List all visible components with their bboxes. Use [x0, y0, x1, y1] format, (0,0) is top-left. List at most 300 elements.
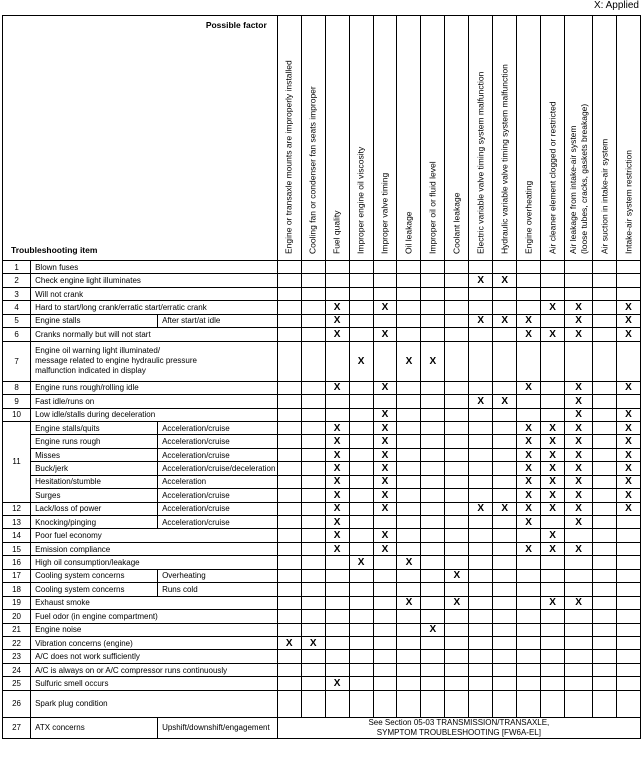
- factor-cell: [445, 636, 469, 649]
- factor-cell: [397, 435, 421, 448]
- factor-cell: [593, 610, 617, 623]
- factor-cell: [445, 341, 469, 381]
- factor-cell: [565, 556, 593, 569]
- factor-header: Air cleaner element clogged or restricted: [541, 16, 565, 261]
- symptom: Engine runs rough/rolling idle: [31, 381, 278, 394]
- factor-cell: [493, 516, 517, 529]
- factor-cell: [277, 596, 301, 609]
- factor-cell: X: [325, 529, 349, 542]
- factor-cell: [541, 408, 565, 421]
- factor-cell: X: [565, 408, 593, 421]
- factor-cell: X: [565, 502, 593, 515]
- factor-cell: [593, 636, 617, 649]
- factor-cell: [593, 529, 617, 542]
- factor-cell: [593, 650, 617, 663]
- symptom: Cooling system concerns: [31, 583, 158, 596]
- factor-cell: [397, 462, 421, 475]
- factor-cell: X: [517, 502, 541, 515]
- factor-cell: [349, 596, 373, 609]
- symptom: Surges: [31, 489, 158, 502]
- factor-cell: X: [325, 328, 349, 341]
- factor-cell: [593, 596, 617, 609]
- factor-cell: [373, 274, 397, 287]
- factor-cell: [565, 690, 593, 717]
- factor-cell: [517, 596, 541, 609]
- factor-cell: [325, 556, 349, 569]
- factor-cell: X: [565, 596, 593, 609]
- factor-cell: [301, 462, 325, 475]
- symptom: Cooling system concerns: [31, 569, 158, 582]
- symptom: Engine stalls: [31, 314, 158, 327]
- factor-cell: [373, 623, 397, 636]
- factor-header: Hydraulic variable valve timing system malfunction: [493, 16, 517, 261]
- factor-cell: [445, 261, 469, 274]
- factor-cell: [617, 677, 641, 690]
- factor-cell: [565, 287, 593, 300]
- factor-cell: [617, 556, 641, 569]
- factor-cell: [325, 650, 349, 663]
- factor-cell: [517, 408, 541, 421]
- factor-cell: [593, 421, 617, 434]
- factor-cell: [349, 395, 373, 408]
- factor-cell: [593, 314, 617, 327]
- condition: Acceleration/cruise: [158, 448, 278, 461]
- factor-cell: [617, 690, 641, 717]
- factor-cell: [593, 408, 617, 421]
- factor-cell: [493, 435, 517, 448]
- factor-cell: [617, 610, 641, 623]
- factor-cell: [541, 556, 565, 569]
- factor-cell: [517, 287, 541, 300]
- row-number: 17: [3, 569, 31, 582]
- factor-cell: [593, 516, 617, 529]
- factor-cell: X: [565, 542, 593, 555]
- factor-cell: [325, 569, 349, 582]
- table-row: [3, 636, 641, 649]
- factor-cell: X: [421, 341, 445, 381]
- factor-cell: X: [565, 435, 593, 448]
- table-row: [3, 381, 641, 394]
- factor-header: Engine or transaxle mounts are improperly installed: [277, 16, 301, 261]
- symptom: Blown fuses: [31, 261, 278, 274]
- factor-cell: [325, 274, 349, 287]
- factor-cell: [349, 475, 373, 488]
- factor-cell: [349, 529, 373, 542]
- factor-cell: X: [325, 475, 349, 488]
- factor-cell: X: [421, 623, 445, 636]
- condition: Upshift/downshift/engagement: [158, 717, 278, 738]
- factor-cell: [469, 677, 493, 690]
- factor-cell: [301, 489, 325, 502]
- factor-cell: [397, 489, 421, 502]
- factor-cell: [349, 663, 373, 676]
- factor-cell: [469, 663, 493, 676]
- factor-cell: [277, 274, 301, 287]
- factor-cell: [397, 569, 421, 582]
- factor-cell: [517, 395, 541, 408]
- factor-cell: [325, 395, 349, 408]
- factor-cell: [617, 274, 641, 287]
- factor-cell: [397, 690, 421, 717]
- factor-cell: [517, 650, 541, 663]
- row-number: 20: [3, 610, 31, 623]
- factor-header: Improper valve timing: [373, 16, 397, 261]
- factor-cell: [277, 489, 301, 502]
- factor-cell: [593, 690, 617, 717]
- factor-cell: [421, 596, 445, 609]
- factor-cell: [397, 677, 421, 690]
- factor-cell: [445, 435, 469, 448]
- table-row: [3, 421, 641, 434]
- factor-cell: [277, 650, 301, 663]
- factor-cell: X: [325, 435, 349, 448]
- factor-cell: [493, 462, 517, 475]
- factor-cell: [373, 261, 397, 274]
- factor-cell: [373, 287, 397, 300]
- factor-cell: [325, 623, 349, 636]
- factor-cell: [421, 556, 445, 569]
- factor-cell: X: [445, 596, 469, 609]
- table-row: [3, 475, 641, 488]
- factor-cell: [593, 556, 617, 569]
- factor-cell: [617, 583, 641, 596]
- factor-cell: [493, 408, 517, 421]
- factor-cell: [373, 314, 397, 327]
- factor-cell: [301, 341, 325, 381]
- factor-cell: [397, 408, 421, 421]
- factor-cell: [277, 690, 301, 717]
- row-number: 18: [3, 583, 31, 596]
- factor-cell: [469, 610, 493, 623]
- factor-cell: [421, 610, 445, 623]
- troubleshooting-table: [2, 15, 641, 739]
- row-number: 7: [3, 341, 31, 381]
- factor-cell: [445, 556, 469, 569]
- factor-cell: [469, 596, 493, 609]
- factor-cell: [541, 690, 565, 717]
- reference-note: See Section 05-03 TRANSMISSION/TRANSAXLE, SYMPTOM TROUBLESHOOTING [FW6A-EL]: [277, 717, 640, 738]
- factor-cell: [397, 516, 421, 529]
- factor-cell: [469, 475, 493, 488]
- factor-cell: X: [617, 328, 641, 341]
- factor-cell: [277, 448, 301, 461]
- factor-cell: X: [325, 381, 349, 394]
- factor-cell: [301, 516, 325, 529]
- header-corner-cell: [3, 16, 278, 261]
- factor-cell: [421, 475, 445, 488]
- factor-cell: [397, 421, 421, 434]
- factor-cell: [469, 690, 493, 717]
- factor-cell: [373, 610, 397, 623]
- factor-cell: [593, 489, 617, 502]
- factor-cell: X: [517, 489, 541, 502]
- factor-cell: X: [469, 395, 493, 408]
- factor-cell: [493, 690, 517, 717]
- symptom: Misses: [31, 448, 158, 461]
- factor-cell: [373, 569, 397, 582]
- factor-cell: [301, 583, 325, 596]
- factor-cell: [493, 381, 517, 394]
- factor-cell: [373, 663, 397, 676]
- factor-cell: X: [617, 448, 641, 461]
- row-number: 3: [3, 287, 31, 300]
- factor-cell: [301, 542, 325, 555]
- factor-cell: [445, 583, 469, 596]
- table-row: [3, 395, 641, 408]
- factor-cell: [373, 596, 397, 609]
- factor-cell: X: [565, 421, 593, 434]
- factor-cell: [469, 569, 493, 582]
- factor-cell: [325, 663, 349, 676]
- table-row: [3, 435, 641, 448]
- factor-cell: [301, 650, 325, 663]
- condition: Acceleration/cruise: [158, 489, 278, 502]
- condition: Acceleration/cruise: [158, 502, 278, 515]
- factor-cell: X: [565, 301, 593, 314]
- row-number: 6: [3, 328, 31, 341]
- factor-cell: [593, 261, 617, 274]
- factor-cell: X: [517, 435, 541, 448]
- symptom: Poor fuel economy: [31, 529, 278, 542]
- factor-header: Coolant leakage: [445, 16, 469, 261]
- factor-cell: X: [277, 636, 301, 649]
- factor-cell: [373, 650, 397, 663]
- table-row: [3, 690, 641, 717]
- factor-cell: [325, 690, 349, 717]
- factor-cell: [469, 516, 493, 529]
- factor-cell: [277, 556, 301, 569]
- factor-cell: [617, 261, 641, 274]
- table-row: [3, 717, 641, 738]
- symptom: Engine stalls/quits: [31, 421, 158, 434]
- factor-cell: X: [541, 489, 565, 502]
- factor-cell: X: [397, 341, 421, 381]
- factor-cell: [397, 623, 421, 636]
- factor-cell: [445, 516, 469, 529]
- factor-cell: [301, 381, 325, 394]
- factor-cell: [517, 556, 541, 569]
- condition: Acceleration/cruise: [158, 421, 278, 434]
- condition: Acceleration: [158, 475, 278, 488]
- factor-cell: [301, 287, 325, 300]
- factor-cell: [349, 274, 373, 287]
- factor-cell: [541, 395, 565, 408]
- factor-cell: [349, 301, 373, 314]
- factor-cell: [445, 395, 469, 408]
- factor-cell: X: [325, 502, 349, 515]
- factor-cell: [593, 435, 617, 448]
- factor-cell: [541, 287, 565, 300]
- factor-cell: X: [373, 301, 397, 314]
- factor-cell: [445, 623, 469, 636]
- factor-cell: [517, 274, 541, 287]
- factor-cell: X: [373, 462, 397, 475]
- factor-cell: [517, 569, 541, 582]
- factor-cell: [493, 341, 517, 381]
- factor-cell: [517, 677, 541, 690]
- factor-cell: [325, 287, 349, 300]
- factor-cell: [301, 677, 325, 690]
- symptom: Hesitation/stumble: [31, 475, 158, 488]
- factor-header: Cooling fan or condenser fan seats improper: [301, 16, 325, 261]
- factor-cell: [373, 690, 397, 717]
- factor-cell: [593, 301, 617, 314]
- factor-cell: [445, 542, 469, 555]
- factor-cell: [349, 314, 373, 327]
- factor-cell: [277, 381, 301, 394]
- factor-cell: X: [565, 516, 593, 529]
- factor-cell: [493, 328, 517, 341]
- factor-cell: [397, 529, 421, 542]
- factor-cell: X: [617, 489, 641, 502]
- table-row: [3, 663, 641, 676]
- factor-cell: [541, 261, 565, 274]
- factor-cell: [421, 261, 445, 274]
- factor-cell: [445, 663, 469, 676]
- factor-cell: [617, 341, 641, 381]
- factor-cell: [421, 448, 445, 461]
- factor-cell: [421, 489, 445, 502]
- symptom: Will not crank: [31, 287, 278, 300]
- symptom: Engine runs rough: [31, 435, 158, 448]
- row-number: 15: [3, 542, 31, 555]
- factor-header: Air suction in intake-air system: [593, 16, 617, 261]
- factor-cell: [445, 462, 469, 475]
- factor-cell: [421, 542, 445, 555]
- factor-cell: [541, 569, 565, 582]
- factor-cell: [593, 448, 617, 461]
- symptom: Exhaust smoke: [31, 596, 278, 609]
- factor-cell: [565, 261, 593, 274]
- table-row: [3, 489, 641, 502]
- factor-cell: [517, 663, 541, 676]
- factor-cell: [541, 516, 565, 529]
- factor-cell: X: [541, 301, 565, 314]
- factor-cell: X: [325, 314, 349, 327]
- factor-cell: X: [517, 421, 541, 434]
- factor-header: Oil leakage: [397, 16, 421, 261]
- factor-header: Intake-air system restriction: [617, 16, 641, 261]
- factor-cell: [397, 328, 421, 341]
- factor-cell: [445, 328, 469, 341]
- factor-cell: [349, 650, 373, 663]
- factor-cell: [493, 287, 517, 300]
- factor-cell: [301, 556, 325, 569]
- row-number: 22: [3, 636, 31, 649]
- row-number: 12: [3, 502, 31, 515]
- table-row: [3, 623, 641, 636]
- factor-cell: [397, 314, 421, 327]
- factor-cell: [541, 381, 565, 394]
- factor-cell: [421, 529, 445, 542]
- factor-cell: [373, 395, 397, 408]
- factor-cell: [397, 381, 421, 394]
- factor-cell: X: [565, 462, 593, 475]
- factor-cell: X: [617, 301, 641, 314]
- factor-cell: [301, 261, 325, 274]
- factor-cell: X: [325, 489, 349, 502]
- factor-cell: [301, 623, 325, 636]
- factor-cell: [397, 261, 421, 274]
- factor-cell: [593, 583, 617, 596]
- table-row: [3, 529, 641, 542]
- factor-cell: [493, 569, 517, 582]
- factor-cell: [421, 381, 445, 394]
- factor-cell: [421, 569, 445, 582]
- factor-cell: [565, 663, 593, 676]
- factor-header: Electric variable valve timing system malfunction: [469, 16, 493, 261]
- factor-cell: [565, 677, 593, 690]
- row-number: 16: [3, 556, 31, 569]
- factor-cell: [593, 663, 617, 676]
- factor-cell: [541, 663, 565, 676]
- possible-factor-heading: Possible factor: [205, 20, 267, 30]
- row-number: 11: [3, 421, 31, 502]
- factor-cell: [301, 328, 325, 341]
- factor-cell: [421, 408, 445, 421]
- factor-cell: [517, 583, 541, 596]
- factor-cell: [373, 677, 397, 690]
- factor-cell: X: [373, 502, 397, 515]
- condition: After start/at idle: [158, 314, 278, 327]
- factor-cell: [421, 421, 445, 434]
- table-row: [3, 542, 641, 555]
- row-number: 10: [3, 408, 31, 421]
- factor-cell: [469, 650, 493, 663]
- symptom: Lack/loss of power: [31, 502, 158, 515]
- factor-cell: [517, 529, 541, 542]
- factor-cell: [373, 583, 397, 596]
- condition: Overheating: [158, 569, 278, 582]
- factor-cell: X: [541, 596, 565, 609]
- factor-cell: [517, 690, 541, 717]
- row-number: 25: [3, 677, 31, 690]
- factor-cell: X: [617, 502, 641, 515]
- factor-cell: [301, 435, 325, 448]
- factor-cell: [301, 475, 325, 488]
- factor-cell: [593, 623, 617, 636]
- factor-cell: [493, 596, 517, 609]
- factor-cell: [469, 408, 493, 421]
- factor-cell: [373, 341, 397, 381]
- factor-cell: [421, 287, 445, 300]
- factor-cell: [493, 610, 517, 623]
- factor-cell: [541, 610, 565, 623]
- row-number: 21: [3, 623, 31, 636]
- factor-cell: [445, 475, 469, 488]
- factor-cell: [493, 663, 517, 676]
- factor-header: Fuel quality: [325, 16, 349, 261]
- factor-cell: [445, 489, 469, 502]
- factor-cell: [469, 435, 493, 448]
- factor-cell: [565, 610, 593, 623]
- factor-cell: X: [469, 314, 493, 327]
- factor-cell: X: [565, 489, 593, 502]
- row-number: 23: [3, 650, 31, 663]
- factor-cell: [301, 596, 325, 609]
- table-row: [3, 583, 641, 596]
- factor-cell: [565, 650, 593, 663]
- factor-cell: [277, 408, 301, 421]
- factor-cell: [397, 502, 421, 515]
- factor-cell: [445, 381, 469, 394]
- symptom: Fast idle/runs on: [31, 395, 278, 408]
- factor-cell: X: [617, 408, 641, 421]
- factor-cell: [469, 287, 493, 300]
- factor-cell: [325, 610, 349, 623]
- factor-cell: X: [397, 596, 421, 609]
- symptom: High oil consumption/leakage: [31, 556, 278, 569]
